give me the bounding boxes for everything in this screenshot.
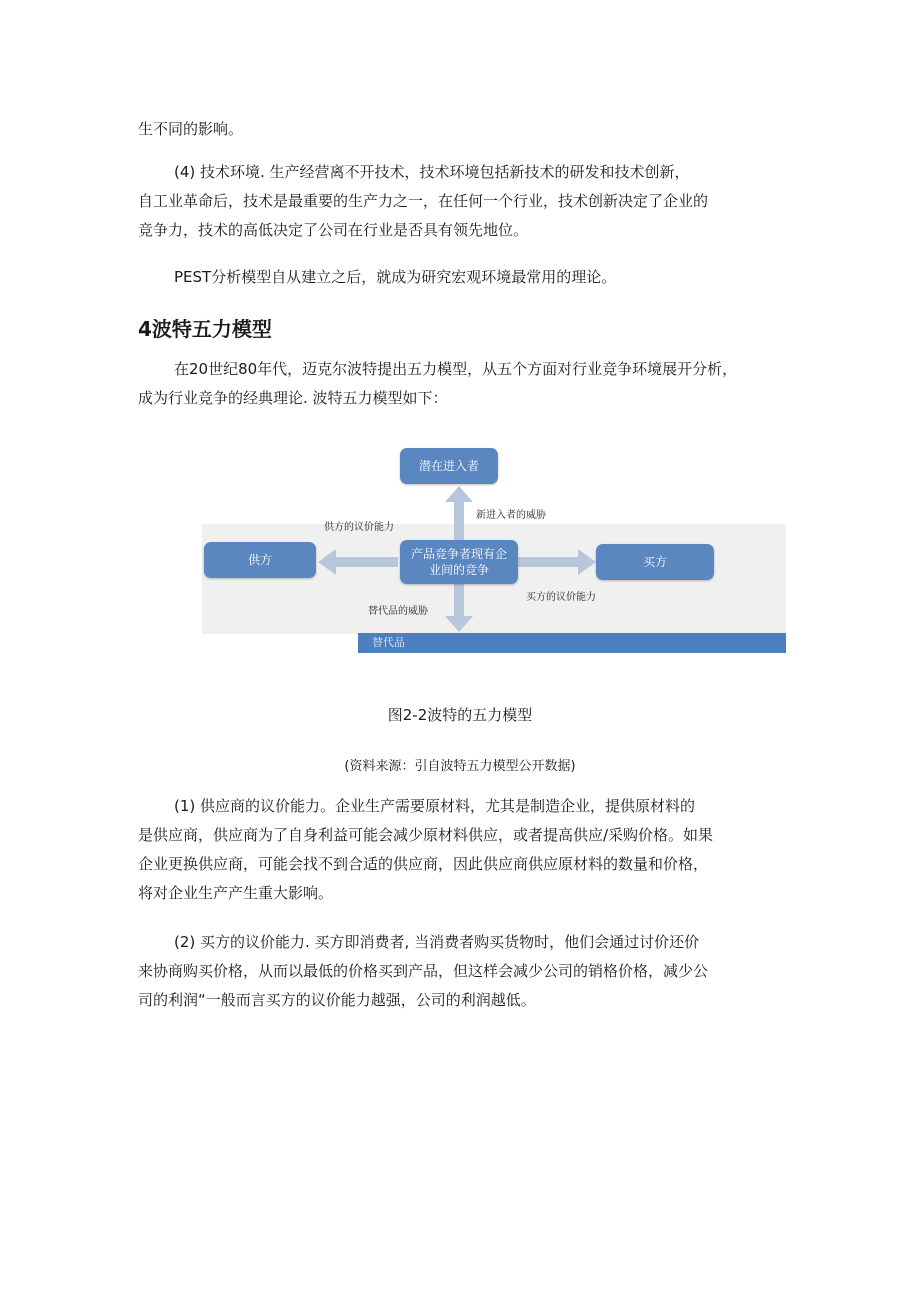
paragraph-tech-line3: 竞争力，技术的高低决定了公司在行业是否具有领先地位。 <box>138 221 529 239</box>
paragraph-buyer-line2: 来协商购买价格，从而以最低的价格买到产品，但这样会减少公司的销格价格，减少公 <box>138 962 709 980</box>
paragraph-supplier-line1: (1) 供应商的议价能力。企业生产需要原材料，尤其是制造企业，提供原材料的 <box>174 797 696 815</box>
paragraph-supplier-line4: 将对企业生产产生重大影响。 <box>138 884 334 902</box>
label-threat-substitutes: 替代品的威胁 <box>368 606 428 617</box>
box-buyer: 买方 <box>596 544 714 580</box>
paragraph-intro-line1: 在20世纪80年代，迈克尔波特提出五力模型，从五个方面对行业竞争环境展开分析， <box>174 360 738 378</box>
section-heading: 4波特五力模型 <box>138 317 272 341</box>
five-forces-diagram <box>200 438 786 656</box>
paragraph-buyer-line3: 司的利润“一般而言买方的议价能力越强，公司的利润越低。 <box>138 991 536 1009</box>
box-substitutes: 替代品 <box>358 633 786 653</box>
arrow-right <box>518 549 596 575</box>
paragraph-tail: 生不同的影响。 <box>138 120 244 138</box>
figure-source: (资料来源：引自波特五力模型公开数据) <box>344 759 576 774</box>
box-potential-entrants: 潜在进入者 <box>400 448 498 484</box>
arrow-left <box>318 549 398 575</box>
paragraph-buyer-line1: (2) 买方的议价能力. 买方即消费者, 当消费者购买货物时，他们会通过讨价还价 <box>174 933 700 951</box>
paragraph-supplier-line2: 是供应商，供应商为了自身利益可能会减少原材料供应，或者提高供应/采购价格。如果 <box>138 826 714 844</box>
paragraph-supplier-line3: 企业更换供应商，可能会找不到合适的供应商，因此供应商供应原材料的数量和价格， <box>138 855 709 873</box>
box-supplier: 供方 <box>204 542 316 578</box>
label-supplier-power: 供方的议价能力 <box>324 522 394 533</box>
arrow-down <box>445 584 473 632</box>
paragraph-tech-line2: 自工业革命后，技术是最重要的生产力之一，在任何一个行业，技术创新决定了企业的 <box>138 192 709 210</box>
box-industry-rivalry: 产品竞争者现有企业间的竞争 <box>400 540 518 584</box>
label-buyer-power: 买方的议价能力 <box>526 592 596 603</box>
arrow-up <box>445 486 473 540</box>
paragraph-intro-line2: 成为行业竞争的经典理论. 波特五力模型如下： <box>138 389 448 407</box>
figure-caption: 图2-2波特的五力模型 <box>387 706 533 724</box>
paragraph-pest: PEST分析模型自从建立之后，就成为研究宏观环境最常用的理论。 <box>174 268 617 286</box>
label-threat-new-entrants: 新进入者的威胁 <box>476 510 546 521</box>
paragraph-tech-line1: (4) 技术环境. 生产经营离不开技术，技术环境包括新技术的研发和技术创新， <box>174 163 690 181</box>
